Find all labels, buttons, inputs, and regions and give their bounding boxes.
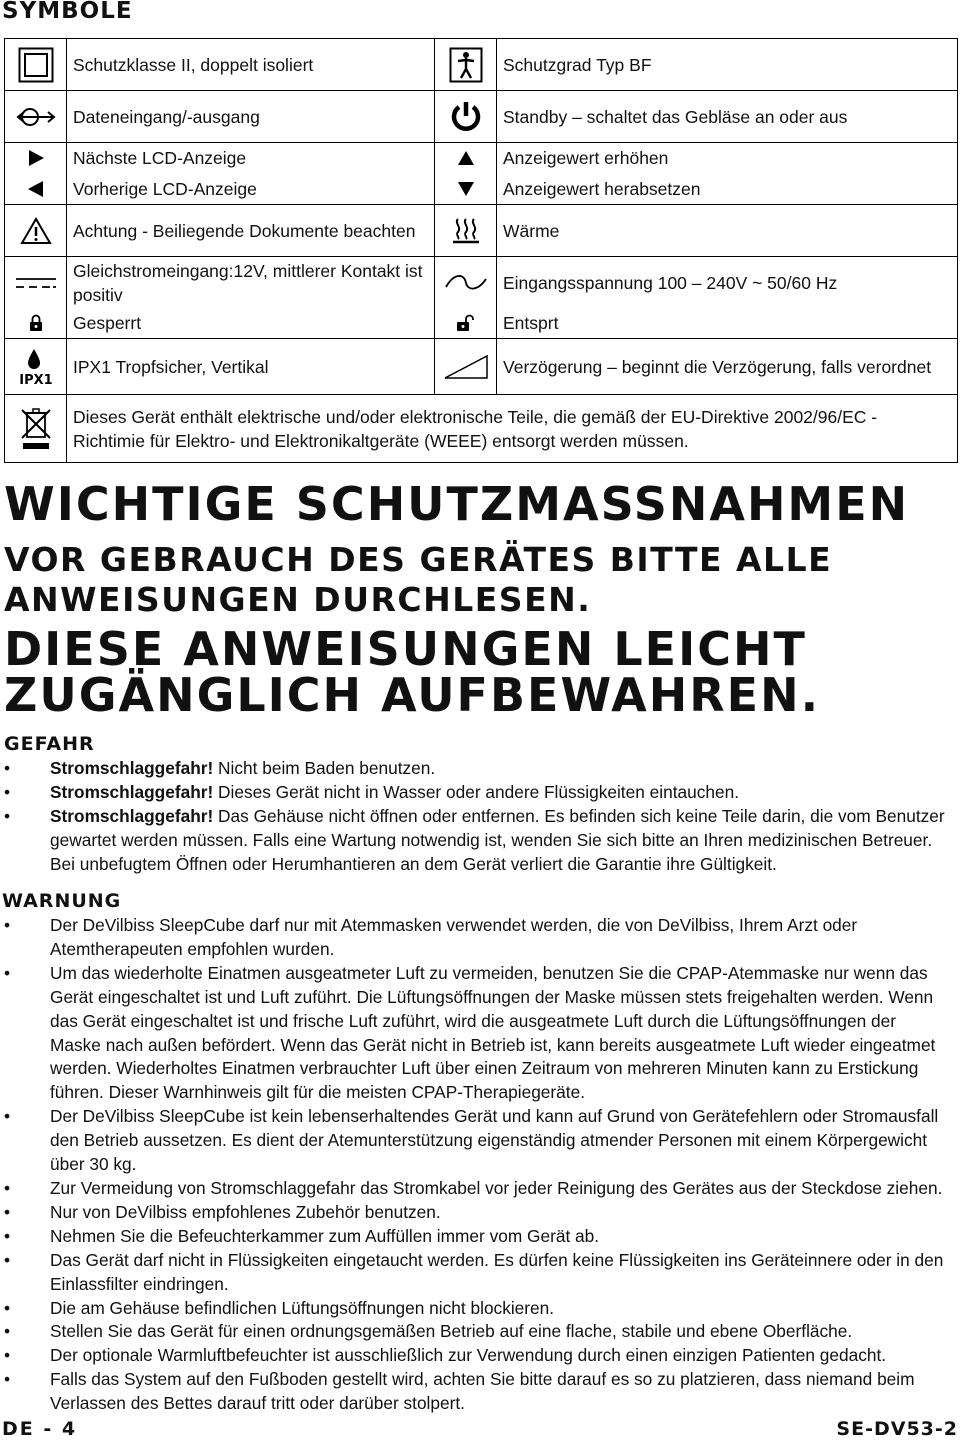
weee-bin-icon (5, 395, 67, 463)
triangle-right-icon (5, 143, 67, 174)
bullet: • (4, 1345, 11, 1366)
power-standby-icon (435, 91, 497, 143)
symbol-row (5, 309, 958, 339)
symbols-title: SYMBOLE (2, 0, 133, 24)
document-code: SE-DV53-2 (836, 1418, 958, 1440)
list-item-text: Der optionale Warmluftbefeuchter ist ausschließlich zur Verwendung durch einen einzigen Patienten gedacht. (50, 1345, 887, 1366)
symbol-row-weee (5, 395, 958, 463)
list-item-text: Der DeVilbiss SleepCube darf nur mit Atemmasken verwendet werden, die von DeVilbiss, Ihrem Arzt oder Atemtherapeuten empfohlen wurden. (50, 915, 858, 959)
list-item-text: Um das wiederholte Einatmen ausgeatmeter Luft zu vermeiden, benutzen Sie die CPAP-Atemmaske nur wenn das Gerät eingeschaltet ist und Luft zuführt. Die Lüftungsöffnungen der Maske müssen stets freigehalten werden. Wenn das Gerät eingeschaltet ist und frische Luft zuführt, wird die ausgeatmete Luft durch die Lüftungsöffnungen der Maske nach außen befördert. Wenn das Gerät nicht in Betrieb ist, kann bereits ausgeatmete Luft wieder eingeatmet werden. Wiederholtes Einatmen verbrauchter Luft über einen Zeitraum von mehreren Minuten kann zu Erstickung führen. Dieser Warnhinweis gilt für die meisten CPAP-Therapiegeräte. (50, 962, 936, 1103)
bullet: • (4, 758, 11, 778)
list-item (0, 1368, 950, 1416)
symbol-desc: Vorherige LCD-Anzeige (67, 174, 435, 205)
list-item-text: Nehmen Sie die Befeuchterkammer zum Auffüllen immer vom Gerät ab. (50, 1225, 600, 1246)
symbol-desc: Nächste LCD-Anzeige (67, 143, 435, 174)
triangle-up-icon (435, 143, 497, 174)
symbol-row (5, 91, 958, 143)
ramp-icon (435, 339, 497, 395)
bullet: • (4, 781, 11, 802)
danger-label: Stromschlaggefahr! (50, 758, 214, 778)
list-item (0, 781, 950, 805)
bullet: • (4, 1106, 11, 1127)
danger-label: Stromschlaggefahr! (50, 781, 214, 802)
bullet: • (4, 1201, 11, 1222)
danger-label: Stromschlaggefahr! (50, 805, 214, 826)
ac-wave-icon (435, 257, 497, 309)
symbol-desc: Wärme (497, 205, 958, 257)
list-item-text: Nicht beim Baden benutzen. (213, 758, 436, 778)
bullet: • (4, 1369, 11, 1390)
ipx1-drop-icon (5, 339, 67, 395)
list-item (0, 962, 950, 1105)
symbol-desc: Gleichstromeingang:12V, mittlerer Kontakt ist positiv (67, 257, 435, 309)
bullet: • (4, 962, 11, 983)
symbol-desc: Anzeigewert herabsetzen (497, 174, 958, 205)
list-item (0, 1344, 950, 1368)
bullet: • (4, 915, 11, 935)
list-item (0, 805, 950, 877)
symbol-desc: Entsprt (497, 309, 958, 339)
dc-current-icon (5, 257, 67, 309)
list-item (0, 914, 950, 962)
list-item (0, 1320, 950, 1344)
list-item (0, 1201, 950, 1225)
square-in-square-icon (5, 39, 67, 91)
list-item (0, 757, 950, 781)
read-instructions-heading: VOR GEBRAUCH DES GERÄTES BITTE ALLE ANWEISUNGEN DURCHLESEN. (4, 540, 833, 619)
list-item-text: Zur Vermeidung von Stromschlaggefahr das Stromkabel vor jeder Reinigung des Gerätes aus der Steckdose ziehen. (50, 1177, 943, 1198)
bullet: • (4, 1249, 11, 1270)
symbol-desc: Schutzgrad Typ BF (497, 39, 958, 91)
keep-instructions-heading: DIESE ANWEISUNGEN LEICHT ZUGÄNGLICH AUFBEWAHREN. (4, 622, 821, 722)
triangle-down-icon (435, 174, 497, 205)
list-item (0, 1249, 950, 1297)
weee-desc: Dieses Gerät enthält elektrische und/oder elektronische Teile, die gemäß der EU-Direktive 2002/96/EC - Richtimie für Elektro- und Elektronikaltgeräte (WEEE) entsorgt werden müssen. (67, 395, 958, 463)
list-item-text: Das Gerät darf nicht in Flüssigkeiten eingetaucht werden. Es dürfen keine Flüssigkeiten ins Geräteinnere oder in den Einlassfilter eindringen. (50, 1249, 944, 1294)
list-item (0, 1225, 950, 1249)
list-item-text: Die am Gehäuse befindlichen Lüftungsöffnungen nicht blockieren. (50, 1297, 555, 1318)
list-item-text: Nur von DeVilbiss empfohlenes Zubehör benutzen. (50, 1201, 441, 1222)
symbol-desc: Eingangsspannung 100 – 240V ~ 50/60 Hz (497, 257, 958, 309)
bullet: • (4, 805, 11, 826)
symbol-desc: Gesperrt (67, 309, 435, 339)
symbols-table (4, 38, 958, 463)
symbol-row (5, 339, 958, 395)
symbol-row (5, 174, 958, 205)
symbol-desc: IPX1 Tropfsicher, Vertikal (67, 339, 435, 395)
symbol-desc: Achtung - Beiliegende Dokumente beachten (67, 205, 435, 257)
triangle-left-icon (5, 174, 67, 205)
symbol-row (5, 143, 958, 174)
warning-icon (5, 205, 67, 257)
heat-icon (435, 205, 497, 257)
gefahr-list (0, 757, 950, 877)
bullet: • (4, 1297, 11, 1318)
symbol-row (5, 39, 958, 91)
bullet: • (4, 1225, 11, 1246)
list-item-text: Der DeVilbiss SleepCube ist kein lebenserhaltendes Gerät und kann auf Grund von Gerätefehlern oder Stromausfall den Betrieb aussetzen. Es dient der Atemunterstützung eigenständig atmender Personen mit einem Körpergewicht über 30 kg. (50, 1106, 939, 1175)
ipx1-label: IPX1 (18, 372, 53, 387)
unlock-icon (435, 309, 497, 339)
symbol-desc: Standby – schaltet das Gebläse an oder aus (497, 91, 958, 143)
warnung-heading: WARNUNG (2, 890, 122, 912)
list-item-text: Dieses Gerät nicht in Wasser oder andere Flüssigkeiten eintauchen. (213, 781, 739, 802)
main-heading: WICHTIGE SCHUTZMASSNAHMEN (4, 477, 910, 531)
list-item (0, 1177, 950, 1201)
symbol-desc: Dateneingang/-ausgang (67, 91, 435, 143)
bullet: • (4, 1321, 11, 1342)
symbol-desc: Schutzklasse II, doppelt isoliert (67, 39, 435, 91)
gefahr-heading: GEFAHR (4, 733, 95, 755)
lock-icon (5, 309, 67, 339)
bullet: • (4, 1177, 11, 1198)
symbol-row (5, 257, 958, 309)
symbol-desc: Anzeigewert erhöhen (497, 143, 958, 174)
list-item (0, 1105, 950, 1177)
list-item (0, 1297, 950, 1321)
data-io-icon (5, 91, 67, 143)
page-number: DE - 4 (2, 1418, 78, 1440)
warnung-list (0, 914, 950, 1416)
symbol-row (5, 205, 958, 257)
list-item-text: Das Gehäuse nicht öffnen oder entfernen. Es befinden sich keine Teile darin, die vom Benutzer gewartet werden müssen. Falls eine Wartung notwendig ist, wenden Sie sich bitte an Ihren medizinischen Betreuer. Bei unbefugtem Öffnen oder Herumhantieren an dem Gerät verliert die Garantie ihre Gültigkeit. (50, 805, 945, 874)
symbol-desc: Verzögerung – beginnt die Verzögerung, falls verordnet (497, 339, 958, 395)
person-bf-icon (435, 39, 497, 91)
list-item-text: Stellen Sie das Gerät für einen ordnungsgemäßen Betrieb auf eine flache, stabile und ebene Oberfläche. (50, 1321, 853, 1342)
list-item-text: Falls das System auf den Fußboden gestellt wird, achten Sie bitte darauf es so zu platzieren, dass niemand beim Verlassen des Bettes darauf tritt oder darüber stolpert. (50, 1369, 915, 1414)
